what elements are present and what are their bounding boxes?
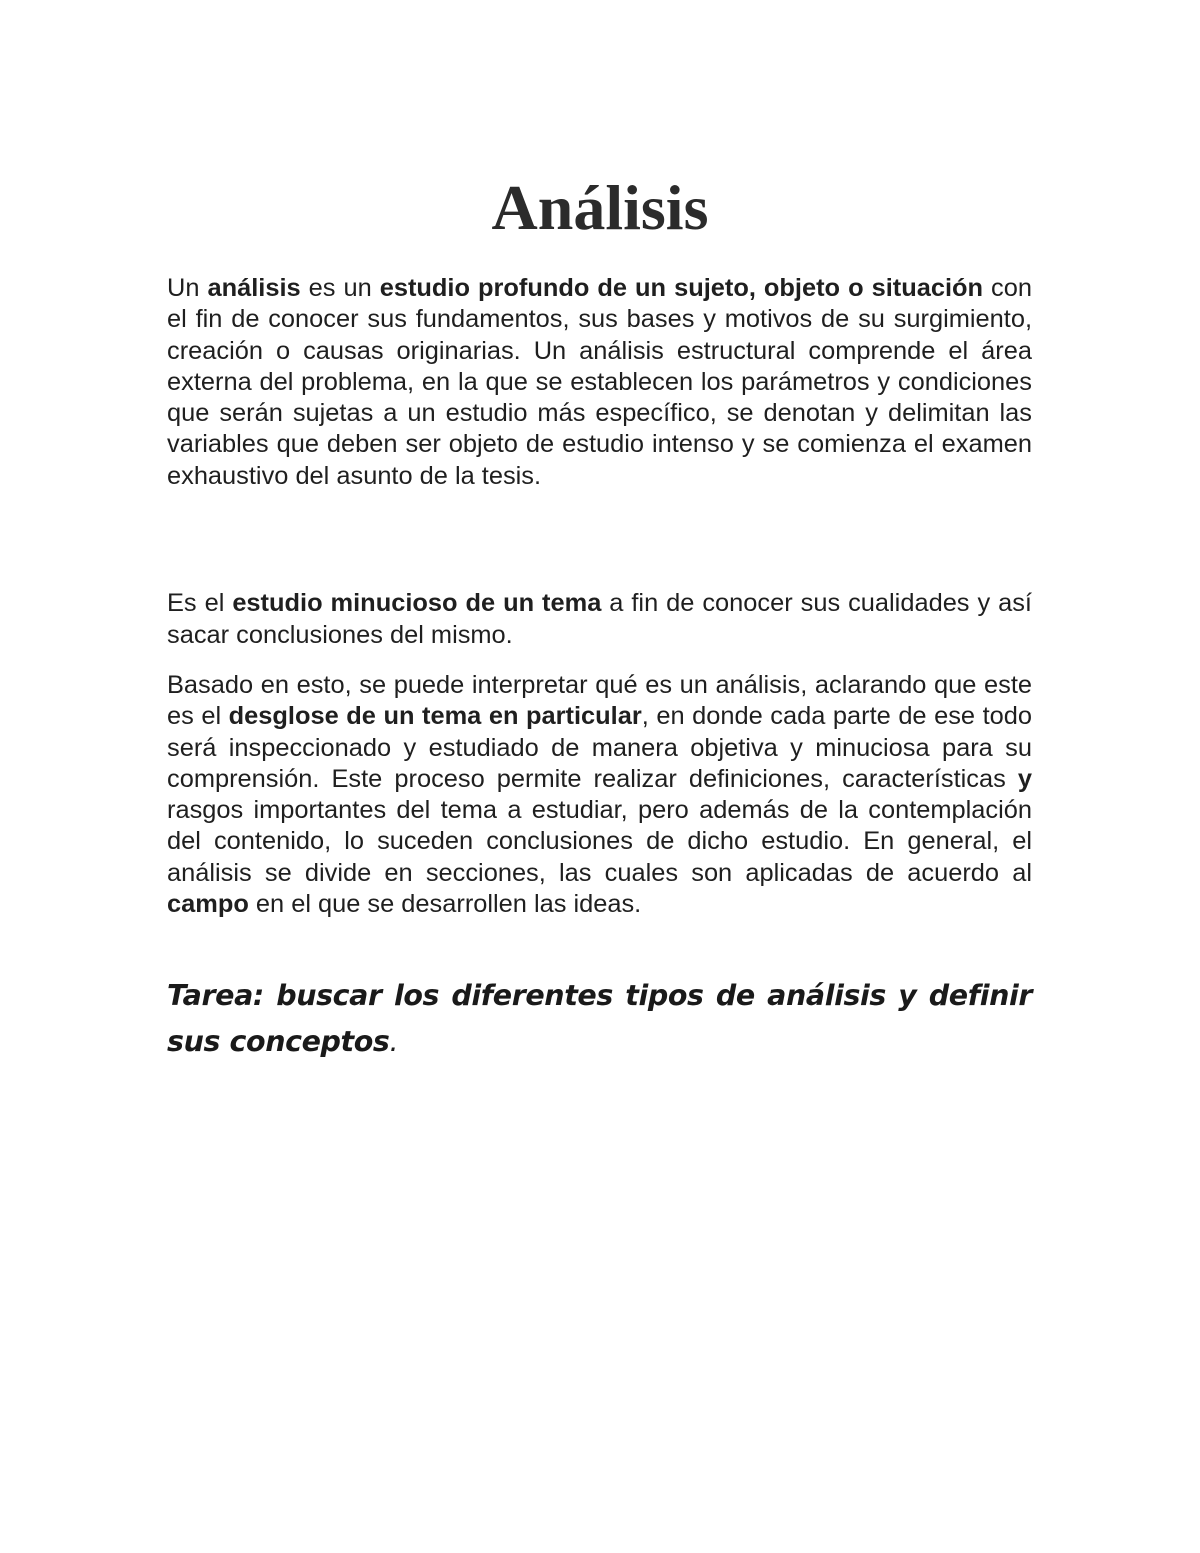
bold-run: estudio minucioso de un tema <box>232 589 602 617</box>
text-run: es un <box>300 274 380 302</box>
document-title: Análisis <box>491 172 709 243</box>
paragraph-study <box>167 587 1032 651</box>
bold-run: campo <box>167 890 249 919</box>
task-period: . <box>389 1025 399 1058</box>
bold-run: y <box>1017 764 1032 793</box>
paragraph-definition <box>167 273 1032 492</box>
text-run: Un <box>167 274 208 302</box>
text-run: en el que se desarrollen las ideas. <box>248 890 642 919</box>
text-run: con el fin de conocer sus fundamentos, sus bases y motivos de su surgimiento, creación o causas originarias. Un análisis estructural comprende el área externa del problema, en la que se establecen los parámetros y condiciones que serán sujetas a un estudio más específico, se denotan y delimitan las variables que deben ser objeto de estudio intenso y se comienza el examen exhaustivo del asunto de la tesis. <box>167 274 1032 490</box>
text-run: Es el <box>167 589 233 617</box>
paragraph-interpretation <box>167 670 1032 920</box>
text-run: a fin de conocer sus cualidades y así sacar conclusiones del mismo. <box>167 589 1032 649</box>
bold-run: desglose de un tema en particular <box>228 702 642 731</box>
text-run: rasgos importantes del tema a estudiar, pero además de la contemplación del contenido, lo suceden conclusiones de dicho estudio. En general, el análisis se divide en secciones, las cuales son aplicadas de acuerdo al <box>167 796 1032 887</box>
text-run: Basado en esto, se puede interpretar qué es un análisis, aclarando que este es el <box>167 671 1032 731</box>
task-statement <box>167 973 1032 1065</box>
text-run: , en donde cada parte de ese todo será inspeccionado y estudiado de manera objetiva y minuciosa para su comprensión. Este proceso permite realizar definiciones, características <box>167 702 1033 793</box>
bold-run: análisis <box>207 274 301 302</box>
task-text: Tarea: buscar los diferentes tipos de análisis y definir sus conceptos <box>167 979 1032 1058</box>
bold-run: estudio profundo de un sujeto, objeto o situación <box>379 274 984 302</box>
